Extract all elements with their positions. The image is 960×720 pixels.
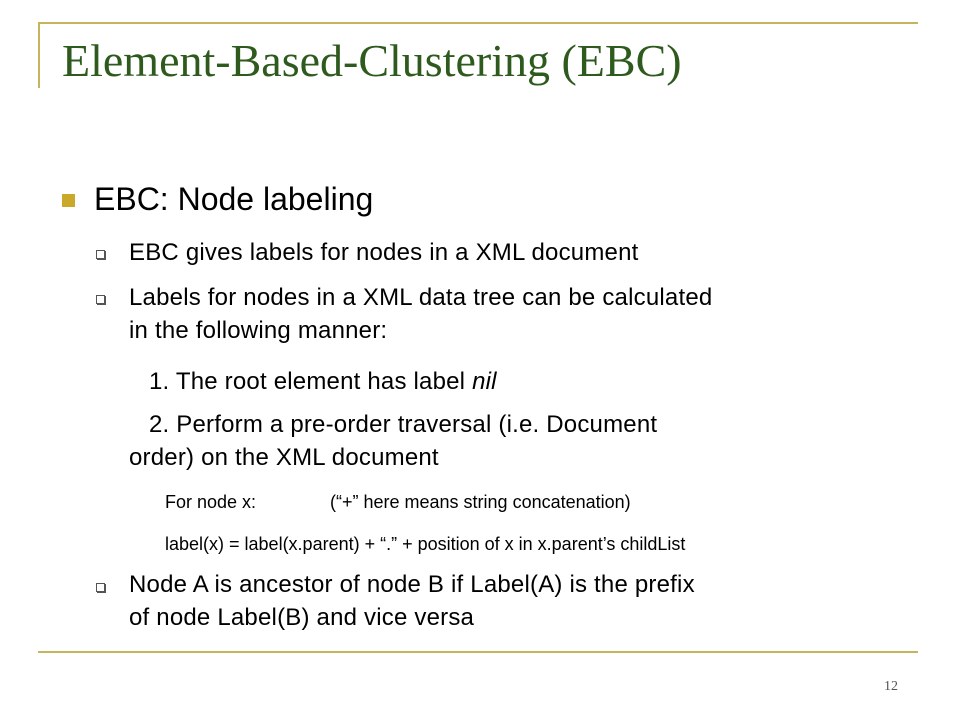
sub-bullet-2 — [129, 281, 712, 347]
bottom-rule — [38, 651, 918, 653]
top-rule — [38, 22, 918, 24]
main-bullet-text: EBC: Node labeling — [94, 181, 374, 217]
step-2-line-1: 2. Perform a pre-order traversal (i.e. Document — [149, 411, 658, 438]
sub-bullet-2-line-2: in the following manner: — [129, 317, 388, 344]
sub-bullet-icon — [96, 250, 105, 259]
sub-bullet-icon — [96, 295, 105, 304]
sub-bullet-1 — [129, 236, 639, 269]
page-number: 12 — [884, 679, 898, 694]
sub-bullet-icon — [96, 583, 105, 592]
step-1-italic: nil — [472, 368, 497, 395]
label-formula: label(x) = label(x.parent) + “.” + position of x in x.parent’s childList — [165, 534, 686, 554]
step-2 — [129, 408, 657, 474]
sub-bullet-3-line-1: Node A is ancestor of node B if Label(A) is the prefix — [129, 571, 695, 598]
for-node-note: (“+” here means string concatenation) — [330, 492, 631, 512]
step-1-text: 1. The root element has label — [149, 368, 473, 395]
step-1 — [149, 365, 497, 398]
sub-bullet-3 — [129, 568, 695, 634]
for-node-label: For node x: — [165, 492, 257, 512]
step-2-line-2: order) on the XML document — [129, 444, 439, 471]
main-bullet-icon — [62, 194, 75, 207]
sub-bullet-3-line-2: of node Label(B) and vice versa — [129, 604, 475, 631]
slide-title: Element-Based-Clustering (EBC) — [62, 35, 682, 86]
left-rule — [38, 22, 40, 88]
sub-bullet-1-text: EBC gives labels for nodes in a XML document — [129, 239, 639, 266]
sub-bullet-2-line-1: Labels for nodes in a XML data tree can be calculated — [129, 284, 713, 311]
